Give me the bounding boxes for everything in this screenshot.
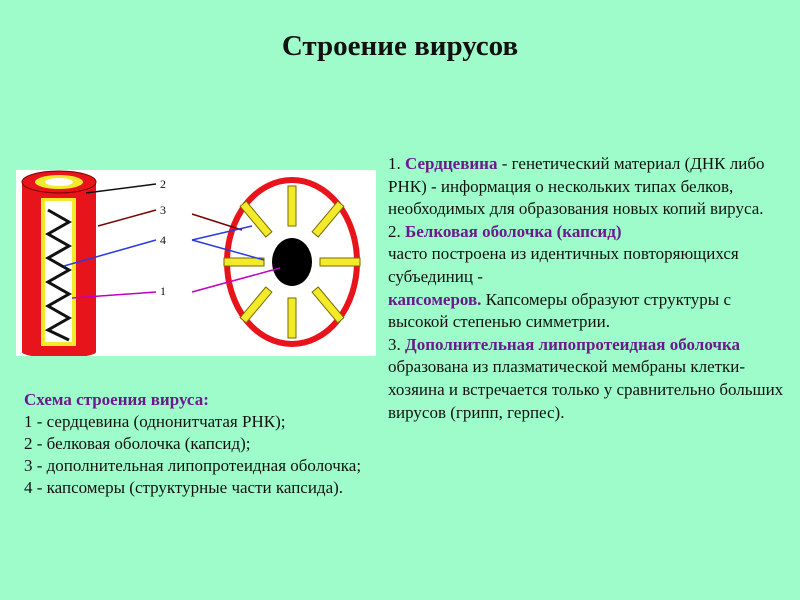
label-1: 1 (160, 284, 166, 298)
lipoprotein-term: Дополнительная липопротеидная оболочка (405, 334, 741, 354)
legend-item: 4 - капсомеры (структурные части капсида). (24, 478, 344, 497)
lipoprotein-number: 3 (388, 334, 397, 354)
capsomer (320, 258, 360, 266)
description-capsid: 2. Белковая оболочка (капсид) часто построена из идентичных повторяющихся субъединиц - капсомеров. Капсомеры образуют структуры с высокой степенью симметрии. (388, 221, 739, 332)
lipoprotein-text: образована из плазматической мембраны клетки-хозяина и встречается только у сравнительно больших вирусов (грипп, герпес). (388, 357, 784, 422)
legend-heading: Схема строения вируса: (24, 390, 209, 409)
page-title: Строение вирусов (281, 30, 519, 62)
capsomer (224, 258, 264, 266)
virus-cross-section (224, 180, 360, 344)
description-core: 1. Сердцевина - генетический материал (ДНК либо РНК) - информация о нескольких типах белков, необходимых для образования новых копий вируса. (388, 154, 765, 219)
capsid-text-2: Капсомеры образуют структуры с высокой степенью симметрии. (388, 289, 732, 332)
label-3: 3 (160, 203, 166, 217)
core-nucleic-acid (272, 238, 312, 286)
capsomer (288, 298, 296, 338)
core-term: Сердцевина (405, 154, 498, 173)
capsid-term: Белковая оболочка (капсид) (405, 221, 622, 241)
capsomer (288, 186, 296, 226)
virus-cylinder-diagram (22, 171, 96, 356)
legend-item: 2 - белковая оболочка (капсид); (24, 434, 251, 453)
structure-description (388, 153, 788, 424)
virus-structure-diagram (16, 170, 376, 356)
label-4: 4 (160, 233, 166, 247)
core-number: 1 (388, 154, 397, 173)
legend-item: 3 - дополнительная липопротеидная оболочка; (24, 456, 362, 475)
description-lipoprotein: 3. Дополнительная липопротеидная оболочка образована из плазматической мембраны клетки-хозяина и встречается только у сравнительно больших вирусов (грипп, герпес). (388, 334, 784, 422)
label-2: 2 (160, 177, 166, 191)
capsid-number: 2 (388, 221, 397, 241)
capsomer-term: капсомеров. (388, 289, 482, 309)
capsid-text: часто построена из идентичных повторяющихся субъединиц - (388, 244, 739, 286)
legend-item: 1 - сердцевина (однонитчатая РНК); (24, 412, 286, 431)
core-text: - генетический материал (ДНК либо РНК) - информация о нескольких типах белков, необходимых для образования новых копий вируса. (388, 154, 765, 219)
diagram-legend (24, 389, 376, 499)
